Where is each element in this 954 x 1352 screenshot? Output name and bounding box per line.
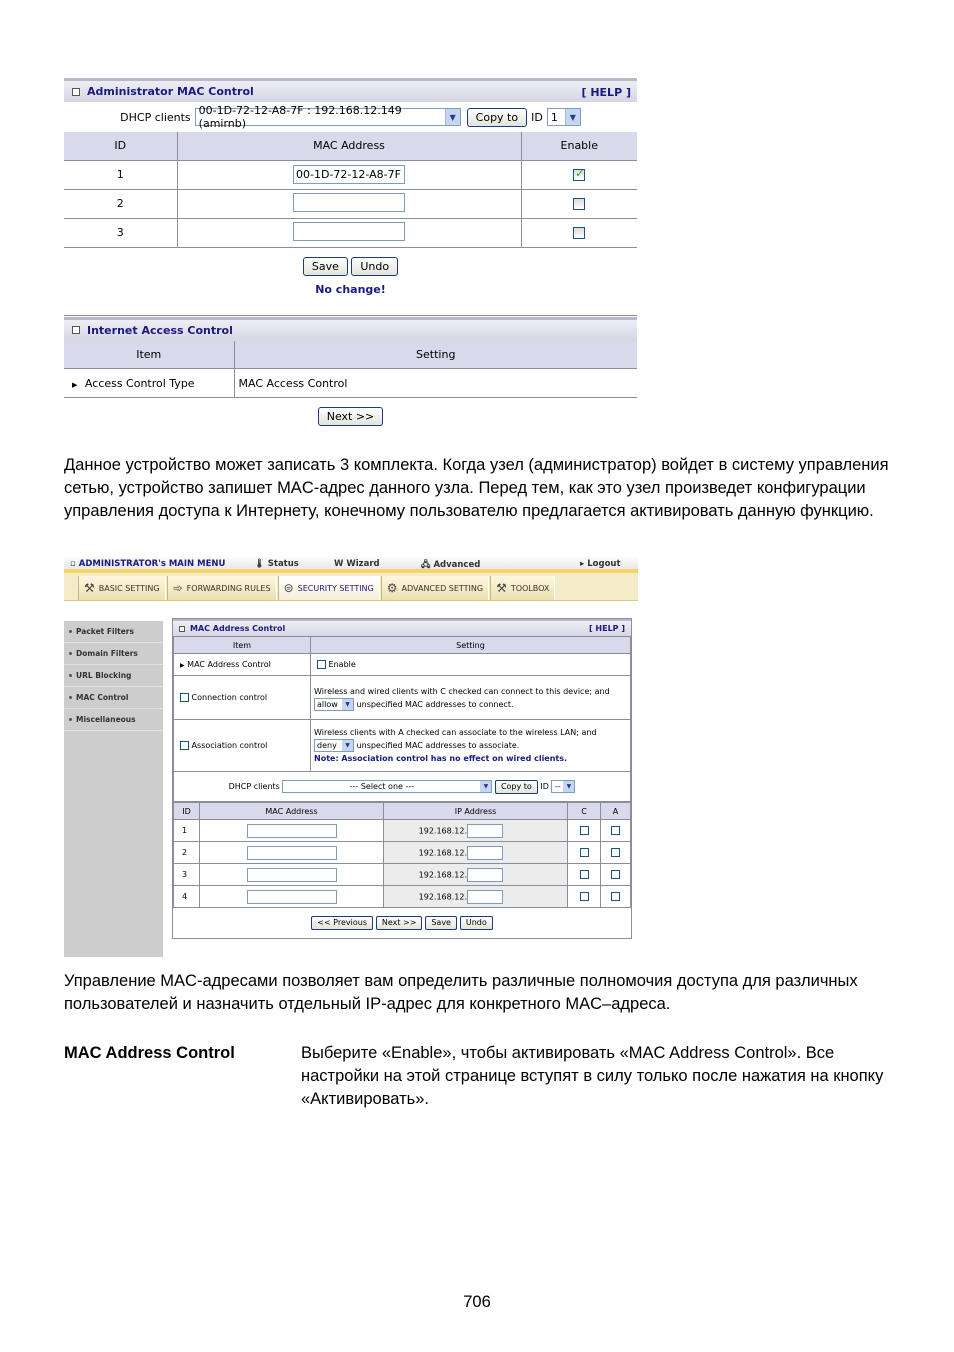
column-header-item: Item (174, 637, 311, 654)
association-note: Note: Association control has no effect on wired clients. (314, 754, 568, 763)
table-row: 4 192.168.12. (174, 886, 631, 908)
definition-term: MAC Address Control (64, 1044, 235, 1062)
id-label: ID (531, 110, 543, 124)
main-menu-label: ▫ ADMINISTRATOR's MAIN MENU (70, 559, 226, 569)
settings-table (173, 636, 631, 802)
tab-advanced-setting[interactable]: ⚙ ADVANCED SETTING (381, 576, 489, 600)
help-link[interactable]: [ HELP ] (588, 624, 625, 633)
mac-address-input[interactable] (247, 890, 337, 904)
next-button[interactable]: Next >> (318, 407, 384, 426)
tab-security-setting[interactable]: ⊜ SECURITY SETTING (278, 576, 380, 600)
association-control-text-2: unspecified MAC addresses to associate. (356, 741, 520, 750)
a-checkbox[interactable] (611, 848, 620, 857)
chevron-down-icon: ▼ (342, 699, 353, 710)
column-header-mac: MAC Address (177, 132, 521, 160)
column-header-item: Item (64, 341, 234, 369)
forward-icon: ➾ (172, 581, 183, 595)
connection-control-checkbox[interactable] (180, 693, 189, 702)
access-control-type-label: Access Control Type (84, 376, 195, 390)
table-row: 2 192.168.12. (174, 842, 631, 864)
save-button[interactable]: Save (303, 257, 348, 276)
tab-toolbox[interactable]: ⚒ TOOLBOX (490, 576, 555, 600)
copy-to-button[interactable]: Copy to (495, 780, 538, 794)
dhcp-clients-label: DHCP clients (120, 110, 191, 124)
lock-icon: ⊜ (283, 581, 294, 595)
table-row (64, 189, 637, 218)
access-control-type-value: MAC Access Control (234, 369, 637, 398)
chevron-down-icon: ▼ (342, 740, 353, 751)
chevron-down-icon: ▼ (480, 781, 491, 792)
section-title: Administrator MAC Control (87, 85, 254, 98)
column-header-ip: IP Address (384, 803, 568, 820)
tab-basic-setting[interactable]: ⚒ BASIC SETTING (78, 576, 166, 600)
a-checkbox[interactable] (611, 826, 620, 835)
mac-address-input[interactable]: 00-1D-72-12-A8-7F (293, 165, 405, 184)
section-square-icon (179, 626, 185, 632)
enable-checkbox[interactable] (573, 169, 585, 181)
table-row (64, 160, 637, 189)
save-button[interactable]: Save (425, 916, 457, 930)
table-row (64, 369, 637, 398)
sidebar-item-mac-control[interactable]: MAC Control (64, 687, 163, 709)
a-checkbox[interactable] (611, 870, 620, 879)
c-checkbox[interactable] (580, 826, 589, 835)
column-header-setting: Setting (311, 637, 631, 654)
ip-address-input[interactable] (467, 846, 503, 860)
connection-control-label: Connection control (191, 693, 268, 702)
row-id: 2 (64, 189, 177, 218)
sidebar-item-packet-filters[interactable]: Packet Filters (64, 621, 163, 643)
chevron-down-icon: ▼ (563, 781, 574, 792)
mac-address-input[interactable] (293, 222, 405, 241)
a-checkbox[interactable] (611, 892, 620, 901)
admin-mac-section-header (64, 78, 637, 102)
ip-address-input[interactable] (467, 890, 503, 904)
menu-advanced[interactable]: 🖧 Advanced (421, 560, 481, 570)
tab-bar (64, 573, 638, 601)
row-id: 3 (64, 218, 177, 247)
table-row: 3 192.168.12. (174, 864, 631, 886)
settings-icon: ⚙ (386, 581, 398, 595)
column-header-enable: Enable (521, 132, 637, 160)
association-control-text: Wireless clients with A checked can associate to the wireless LAN; and (314, 728, 597, 737)
id-select[interactable] (547, 108, 581, 126)
panel-title: MAC Address Control (190, 624, 286, 633)
page-number: 706 (463, 1293, 491, 1311)
mac-address-input[interactable] (247, 846, 337, 860)
copy-to-button[interactable]: Copy to (467, 108, 527, 127)
id-select[interactable]: -- ▼ (551, 780, 575, 793)
top-menu (64, 557, 638, 573)
enable-checkbox[interactable] (317, 660, 326, 669)
c-checkbox[interactable] (580, 892, 589, 901)
association-control-label: Association control (191, 741, 268, 750)
menu-status[interactable]: 🌡 Status (254, 559, 299, 569)
mac-control-label: MAC Address Control (187, 660, 271, 669)
tab-forwarding-rules[interactable]: ➾ FORWARDING RULES (167, 576, 277, 600)
toolbox-icon: ⚒ (496, 581, 507, 595)
paragraph-mac-management: Управление MAC-адресами позволяет вам определить различные полномочия доступа для различных пользователей и назначить отдельный IP-адрес для конкретного MAC–адреса. (64, 972, 858, 1013)
column-header-id: ID (64, 132, 177, 160)
chevron-down-icon: ▼ (445, 109, 460, 125)
enable-checkbox[interactable] (573, 227, 585, 239)
column-header-a: A (601, 803, 631, 820)
menu-wizard[interactable]: W Wizard (334, 559, 380, 569)
id-select-value: 1 (550, 110, 558, 124)
association-policy-select[interactable]: deny ▼ (314, 739, 354, 752)
side-nav (64, 621, 163, 957)
section-title: Internet Access Control (87, 323, 233, 337)
paragraph-intro: Данное устройство может записать 3 комплекта. Когда узел (администратор) войдет в систему управления сетью, устройство запишет MAC-адрес данного узла. Перед тем, как это узел произведет конфигурации управления доступа к Интернету, конечному пользователю предлагается активировать данную функцию. (64, 456, 889, 520)
c-checkbox[interactable] (580, 870, 589, 879)
triangle-right-icon: ▶ (180, 662, 185, 669)
internet-access-table (64, 341, 637, 399)
list-buttons (173, 908, 631, 938)
dhcp-clients-select[interactable]: --- Select one --- ▼ (282, 780, 492, 793)
column-header-c: C (568, 803, 601, 820)
status-message: No change! (315, 282, 386, 296)
id-label: ID (540, 781, 549, 791)
sidebar-item-url-blocking[interactable]: URL Blocking (64, 665, 163, 687)
dhcp-clients-select[interactable] (195, 104, 461, 130)
connection-policy-select[interactable]: allow ▼ (314, 698, 354, 711)
admin-mac-control-screenshot (64, 78, 637, 426)
column-header-mac: MAC Address (200, 803, 384, 820)
dhcp-clients-value: 00-1D-72-12-A8-7F : 192.168.12.149 (amirnb) (198, 104, 402, 130)
mac-list-table (173, 802, 631, 908)
connection-control-text-2: unspecified MAC addresses to connect. (356, 699, 514, 709)
sidebar-item-miscellaneous[interactable]: Miscellaneous (64, 709, 163, 731)
enable-checkbox[interactable] (573, 198, 585, 210)
admin-mac-table (64, 132, 637, 248)
c-checkbox[interactable] (580, 848, 589, 857)
ip-address-input[interactable] (467, 824, 503, 838)
dhcp-clients-row (64, 102, 637, 132)
column-header-setting: Setting (234, 341, 637, 369)
menu-logout[interactable]: ▸ Logout (580, 559, 621, 569)
chevron-down-icon: ▼ (565, 109, 580, 125)
internet-access-section-header (64, 317, 637, 341)
next-button[interactable]: Next >> (376, 916, 423, 930)
definition-text: Выберите «Enable», чтобы активировать «MAC Address Control». Все настройки на этой странице вступят в силу только после нажатия на кнопку «Активировать». (301, 1044, 884, 1108)
triangle-right-icon: ▶ (72, 380, 78, 389)
mac-address-input[interactable] (247, 824, 337, 838)
panel-header (173, 619, 631, 636)
column-header-id: ID (174, 803, 200, 820)
section-square-icon (72, 326, 80, 334)
mac-address-control-panel (172, 618, 632, 939)
connection-control-text: Wireless and wired clients with C checked can connect to this device; and (314, 686, 610, 696)
table-row: 1 192.168.12. (174, 820, 631, 842)
action-buttons (64, 248, 637, 276)
association-control-checkbox[interactable] (180, 741, 189, 750)
router-mac-control-screenshot (64, 557, 638, 957)
mac-address-input[interactable] (247, 868, 337, 882)
enable-label: Enable (328, 660, 356, 669)
sidebar-item-domain-filters[interactable]: Domain Filters (64, 643, 163, 665)
dhcp-clients-label: DHCP clients (228, 781, 280, 791)
undo-button[interactable]: Undo (351, 257, 398, 276)
help-link[interactable]: [ HELP ] (581, 86, 631, 99)
row-id: 1 (64, 160, 177, 189)
ip-address-input[interactable] (467, 868, 503, 882)
tools-icon: ⚒ (84, 581, 95, 595)
table-row (64, 218, 637, 247)
mac-address-input[interactable] (293, 193, 405, 212)
section-square-icon (72, 88, 80, 96)
undo-button[interactable]: Undo (460, 916, 493, 930)
previous-button[interactable]: << Previous (311, 916, 373, 930)
